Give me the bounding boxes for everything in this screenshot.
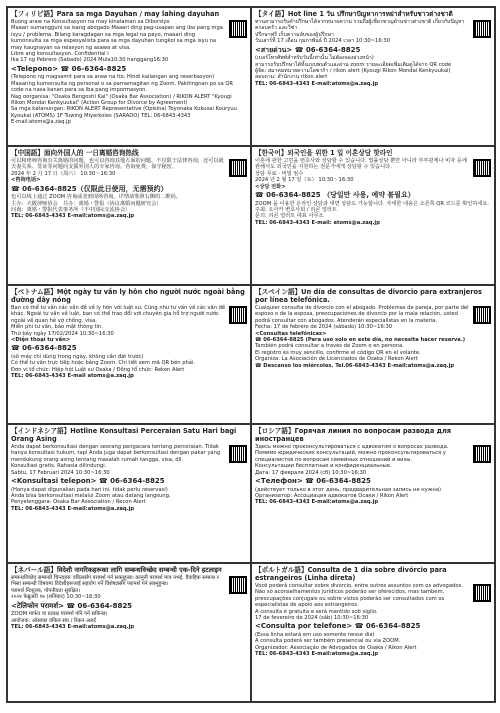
language-tag: 【ベトナム語】 xyxy=(11,288,57,296)
qr-code-icon xyxy=(229,576,247,594)
section-text-line: Maaari sumangguni sa isang abogado Maaari ding pag-usapan ang iba pang mga isyu / problema. Bilang karagdagan sa mga legal na payo, maaari ding kumonsulta sa mga espesyalista para sa mga dayuhan tungkol sa mga isyu na may kaugnayan sa relasyon ng asawa at visa. xyxy=(11,25,223,51)
qr-code-icon xyxy=(473,306,491,324)
section-text-line: Organiza: La Asociación de Licenciados de Osaka / Rekon Alert xyxy=(255,356,418,363)
section-text-line: (Essa linha estará em uso somente nesse dia) xyxy=(255,631,375,638)
section-text-line: Дата: 17 февраля 2024 (сб) 10:30~16:30 xyxy=(255,469,367,476)
language-tag: 【中国語】 xyxy=(11,149,44,157)
section-title: 面向外国人的 一日离婚咨询热线 xyxy=(43,149,139,157)
section-text-line: परामर्श निःशुल्क, गोपनीयता सुरक्षित। xyxy=(11,587,81,594)
section-header xyxy=(11,566,247,574)
section-text-line: Fecha: 17 de febrero de 2024 (sábado) 10:30~16:30 xyxy=(255,324,393,331)
section-text-line: 상담 무료 · 비밀 엄수 xyxy=(255,170,304,177)
language-section xyxy=(251,7,495,146)
section-text-line: 17 de fevereiro de 2024 (sáb) 10:30~16:30 xyxy=(255,615,369,622)
section-text-line: ☎ Descanso los miércoles. Tel.06-6843-4343 E-mail:atoms@a.zaq.jp xyxy=(255,362,455,369)
section-text-line: <Телефон> ☎ 06-6364-8825 xyxy=(255,477,371,486)
section-text-line: (Telepono ng magsamit para sa araw na ito, Hindi kailangan ang reserbasyon) xyxy=(11,74,215,81)
section-text-line: También podrá consultar a través de Zoom o en persona. xyxy=(255,343,404,350)
qr-code-icon xyxy=(473,159,491,177)
section-text-line: TEL: 06-6843-4343 E-mail:atoms@a.zaq.jp xyxy=(11,505,135,512)
section-header xyxy=(11,10,247,18)
section-text-line: TEL: 06-6843-4343 E-mail:atoms@a.zaq.jp xyxy=(255,499,379,506)
section-text-line: ☎ 06-6364-8825 （당일만 사용, 예약 불필요） xyxy=(255,191,415,200)
section-text-line: <Consultas telefónicas> xyxy=(255,330,327,337)
qr-code-icon xyxy=(229,445,247,463)
section-text-line: ☎ 06-6364-8825 xyxy=(11,344,77,353)
section-text-line: Anda dapat berkonsultasi dengan seorang pengacara tentang perceraian. Tidak hanya konsultasi hukum, tapi Anda juga dapat berkonsultasi dengan pakar yang mendukung orang asing tentang masalah rumah tangga, visa, dll. xyxy=(11,444,221,463)
section-text-line: 이혼에 관한 고민을 변호사와 상담할 수 있습니다. 법률상담 뿐만 아니라 부부관계나 비자 등에 관해서도 외국인을 지원하는 전문가에게 상담할 수 있습니다. xyxy=(255,158,467,171)
section-text-line: TEL: 06-6843-4343 E-mail:atoms@a.zaq.jp xyxy=(255,651,379,658)
language-tag: 【インドネシア語】 xyxy=(11,427,71,435)
section-text-line: Sabtu, 17 Februari 2024 10:30~16:30 xyxy=(11,469,110,476)
qr-code-icon xyxy=(473,584,491,602)
language-section xyxy=(251,424,495,563)
language-section xyxy=(7,7,251,146)
section-text-line: (เบอร์โทรศัพท์สำหรับวันนี้เท่านั้น ไม่ต้องจองล่วงหน้า) xyxy=(255,55,374,62)
section-text-line: (Hanya dapat digunakan pada hari ini, tidak perlu reservasi) xyxy=(11,486,168,493)
qr-code-icon xyxy=(229,159,247,177)
section-text-line: ZOOM 을 이용한 온라인 상담과 대면 상담도 가능합니다. 자세한 내용은 오른쪽 QR 코드를 확인하세요. xyxy=(255,200,490,207)
section-title: Hot line 1 วัน ปรึกษาปัญหาการหย่าสำหรับชาวต่างชาติ xyxy=(287,10,453,18)
section-text-line: A consulta poderá ser também presencial ou via ZOOM. xyxy=(255,638,401,645)
flyer-page xyxy=(6,6,496,703)
section-text-line: TEL: 06-6843-4343 E-mail:atoms@a.zaq.jp xyxy=(255,80,379,87)
section-text-line: <Consulta por telefone> ☎ 06-6364-8825 xyxy=(255,622,421,631)
language-tag: 【フィリピ語】 xyxy=(11,10,57,18)
section-title: Một ngày tư vấn ly hôn cho người nước ngoài bằng đường dây nóng xyxy=(11,288,245,304)
section-text-line: 2024 年 2 月 17 日（周六） 10:30～16:30 xyxy=(11,170,116,177)
language-tag: 【スペイン語】 xyxy=(255,288,302,296)
section-text-line: A consulta é gratuita e será mantido sob sigilo. xyxy=(255,608,378,615)
section-title: Consulta de 1 dia sobre divórcio para estrangeiros (Linha direta) xyxy=(255,566,447,582)
section-text-line: Organizador: Associação de Advogados de Osaka / Rikon Alert xyxy=(255,644,417,651)
section-text-line: ผู้จัด: สมาคมทนายความโอซาก้า / rikon alert (Kyougi Rikon Mondai Kenkyuukai) xyxy=(255,67,451,74)
section-title: 외국인을 위한 1 일 이혼상담 핫라인 xyxy=(287,149,393,157)
section-text-line: (số máy chỉ dùng trong ngày, không cần đặt trước) xyxy=(11,353,144,360)
section-text-line: Ika 17 ng Pebrero (Sabado) 2024 Mula10:30 hanggang16:30 xyxy=(11,57,169,64)
section-text-line: ปรึกษาฟรี เก็บความลับของผู้ปรึกษา xyxy=(255,31,334,38)
section-text-line: TEL: 06-6843-4343 E-mail: atoms@a.zaq.jp xyxy=(255,219,380,226)
section-text-line: Cualquier consulta de divorcio con el abogado. Problemas de pareja, por parte del esposo o de la esposa, preocupaciones de divorcio por la mala relación, usted podrá consultar con abogados. Atenderán especialistas en la materia. xyxy=(255,305,469,324)
section-text-line: Консультации бесплатные и конфиденциальные. xyxy=(255,463,392,470)
section-text-line: <टेलिफोन परामर्श> ☎ 06-6364-8825 xyxy=(11,601,133,610)
section-title: Hotline Konsultasi Perceraian Satu Hari bagi Orang Asing xyxy=(11,427,237,443)
section-text-line: Anda bisa berkonsultasi melalui Zoom atau datang langsung. xyxy=(11,492,171,499)
section-text-line: Konsultasi gratis. Rahasia dilindungi. xyxy=(11,463,107,470)
section-text-line: 문의: 리콘 얼러트 대표 사무소 xyxy=(255,213,324,220)
section-text-line: สอบถาม: สำนักงาน rikon alert xyxy=(255,74,328,81)
section-text-line: ท่านสามารถรับคำปรึกษาได้จากทนายความ รวมถึงผู้เชี่ยวชาญด้านชาวต่างชาติ เกี่ยวกับปัญหาครอบครัว และวีซ่า xyxy=(255,19,465,32)
qr-code-icon xyxy=(473,445,491,463)
section-text-line: <สายด่วน> ☎ 06-6364-8825 xyxy=(255,45,361,54)
section-text-line: <Telepono> ☎ 06-6364-8825 xyxy=(11,64,127,73)
section-text-line: <Konsultasi telepon> ☎ 06-6364-8825 xyxy=(11,477,165,486)
language-section xyxy=(7,563,251,702)
section-text-line: วันเสาร์ที่ 17 เดือน กุมภาพันธ์ ปี 2024 เวลา 10:30~16:30 xyxy=(255,38,391,45)
language-section xyxy=(251,285,495,424)
section-title: Un día de consultas de divorcio para extranjeros por línea telefónica. xyxy=(255,288,482,304)
language-section xyxy=(251,146,495,285)
section-text-line: सम्बन्धविच्छेद सम्बन्धी चिन्ताहरू वकिलसँग परामर्श गर्न सक्नुहुन्छ। कानुनी परामर्श मात्र नभई, वैवाहिक सम्बन्ध र भिसा सम्बन्धी विषयमा विदेशीहरूलाई सहयोग गर्ने विशेषज्ञसँग परामर्श गर्न सक्नुहुन्छ। xyxy=(11,575,219,588)
section-header xyxy=(255,10,491,18)
language-tag: 【ポルトガル語】 xyxy=(255,566,308,574)
section-title: Para sa mga Dayuhan / may lahing dayuhan xyxy=(56,10,220,18)
section-text-line: Maaaring kumonsulta ng personal o sa pamamagitan ng Zoom, Pakitingnan po sa QR code na nasa kanan para sa iba pang impormasyon. xyxy=(11,80,234,94)
section-header xyxy=(11,149,247,157)
language-section xyxy=(251,563,495,702)
section-title: Горячая линия по вопросам развода для иностранцев xyxy=(255,427,452,443)
section-text-line: (действует только в этот день, предварительная запись не нужна) xyxy=(255,486,442,493)
section-text-line: Thứ bảy ngày 17/02/2024 10:30~16:30 xyxy=(11,330,114,337)
section-text-line: 주최: 오사카 변호사회 / 리콘 얼러트 xyxy=(255,206,337,213)
section-text-line: Penyelenggara: Osaka Bar Association / Recon Alert xyxy=(11,499,146,506)
section-header xyxy=(11,427,247,443)
section-text-line: <咨询电话> xyxy=(11,177,41,184)
section-text-line: Bạn có thể tư vấn các vấn đề về ly hôn với luật sư. Cũng như tư vấn về các vấn đề khác. Ngoài tư vấn về luật, bạn có thể trao đổi với chuyên gia hỗ trợ người nước ngoài về quan hệ vợ chồng, visa. xyxy=(11,305,226,324)
section-text-line: Você poderá consultar sobre divórcio, entre outros assuntos com os advogados. Não só aconselhamentos jurídicos poderão ser oferecidos, mas também, preocupações conjugais ou sobre vistos poderão ser consultados com os especialistas de apoio aos estrangeiros. xyxy=(255,583,463,609)
qr-code-icon xyxy=(229,306,247,324)
section-header xyxy=(255,288,491,304)
language-section xyxy=(7,285,251,424)
qr-code-icon xyxy=(473,20,491,38)
section-text-line: สามารถรับปรึกษาได้ทั้งแบบพบตัวและผ่าน zoom รายละเอียดเพิ่มเติมดูได้จาก QR code xyxy=(255,61,452,68)
section-text-line: Организатор: Ассоциация адвокатов Осаки / Rikon Alert xyxy=(255,492,409,499)
language-tag: 【タイ語】 xyxy=(255,10,288,18)
section-text-line: TEL: 06-6843-4343 E-mail:atoms@a.zaq.jp xyxy=(11,213,135,220)
section-text-line: ZOOM मार्फत वा प्रत्यक्ष परामर्श पनि गर्न सकिन्छ। xyxy=(11,611,108,618)
section-text-line: TEL: 06-6843-4343 E-mail atoms@a.zaq.jp xyxy=(11,373,134,380)
section-text-line: 可以和律师咨询有关离婚的问题，也可以咨询其他方面的问题。不仅限于法律咨询，还可以就夫妻关系、签证等问题向支援外国人的专家咨询。咨询免费，保守秘密。 xyxy=(11,158,224,171)
section-text-line: <상담 전화> xyxy=(255,183,286,190)
section-header xyxy=(255,427,491,443)
qr-code-icon xyxy=(229,20,247,38)
section-text-line: 也可以线上通过 ZOOM 咨询或者到现场咨询。详情请参照右侧的二维码。 xyxy=(11,194,181,201)
section-text-line: 主办：大阪律师协会 共办：离婚・警报（协议离婚问题研究会） xyxy=(11,200,162,207)
section-text-line: <Điện thoại tư vấn> xyxy=(11,337,71,344)
section-text-line: Có thể tư vấn trực tiếp hoặc bằng Zoom. Chi tiết xem mã QR bên phải. xyxy=(11,360,196,367)
section-title: विदेशी नागरिकहरूका लागि सम्बन्धविच्छेद सम्बन्धी एक-दिने हटलाइन xyxy=(56,566,222,574)
section-header xyxy=(255,149,491,157)
section-text-line: ☎ 06-6364-8825（仅限此日使用，无需预约） xyxy=(11,184,168,193)
section-text-line: Buong araw na Konsultasyon na may kinalaman sa Diborsiyo xyxy=(11,19,170,25)
section-text-line: Здесь можно проконсультироваться с адвокатом о вопросах развода. Помимо юридических консультаций, можно проконсультироваться у специалистов по вопросам семейных отношений и визы. xyxy=(255,444,449,463)
language-section xyxy=(7,424,251,563)
section-text-line: ☎ 06-6364-8825 (Para uso solo en este día, no necesita hacer reserva.) xyxy=(255,337,466,344)
section-header xyxy=(255,566,491,582)
section-text-line: E-mail:atoms@a.zaq.jp xyxy=(11,119,71,126)
section-text-line: Miễn phí tư vấn, bảo mật thông tin. xyxy=(11,324,103,331)
section-text-line: आयोजक: ओसाका वकिल संघ / रिकन अलर्ट xyxy=(11,617,97,624)
language-tag: 【ロシア語】 xyxy=(255,427,295,435)
section-text-line: El registro es muy sencillo, confirme el código QR en el volante. xyxy=(255,349,421,356)
section-text-line: 2024 년 2 월 17 일（토） 10:30～16:30 xyxy=(255,177,354,184)
section-text-line: २०२४ फेब्रुअरी १७ (शनिबार) 10:30~16:30 xyxy=(11,594,101,601)
language-section xyxy=(7,146,251,285)
language-tag: 【한국어】 xyxy=(255,149,288,157)
section-text-line: Sa mga katanungan: RIKON ALERT Representative (Opisina) Toyonaka Kokusai Kouryuu Kyoukai (ATOMS) 1F Tuwing Miyerkoles (SARADO) TEL: 06-6843-4343 xyxy=(11,106,237,119)
language-tag: 【ネパール語】 xyxy=(11,566,57,574)
section-text-line: TEL: 06-6843-4343 E-mail:atoms@a.zaq.jp xyxy=(11,623,135,630)
section-text-line: Libre ang konsultasyon. Confidential i xyxy=(11,51,109,58)
section-text-line: Nag oorganisa: "Osaka Bengoshi Kai" (Osaka Bar Association) / RIKON ALERT "Kyougi Rikon Mondai Kenkyuukai" (Action Group for Divorce by Agreement) xyxy=(11,93,232,106)
section-text-line: 问询：离婚・警报代表事务所（丰中国际交流协会） xyxy=(11,206,131,213)
section-text-line: Đơn vị tổ chức: Hiệp hội Luật sư Osaka / Đồng tổ chức: Rekon Alert xyxy=(11,366,185,373)
section-header xyxy=(11,288,247,304)
